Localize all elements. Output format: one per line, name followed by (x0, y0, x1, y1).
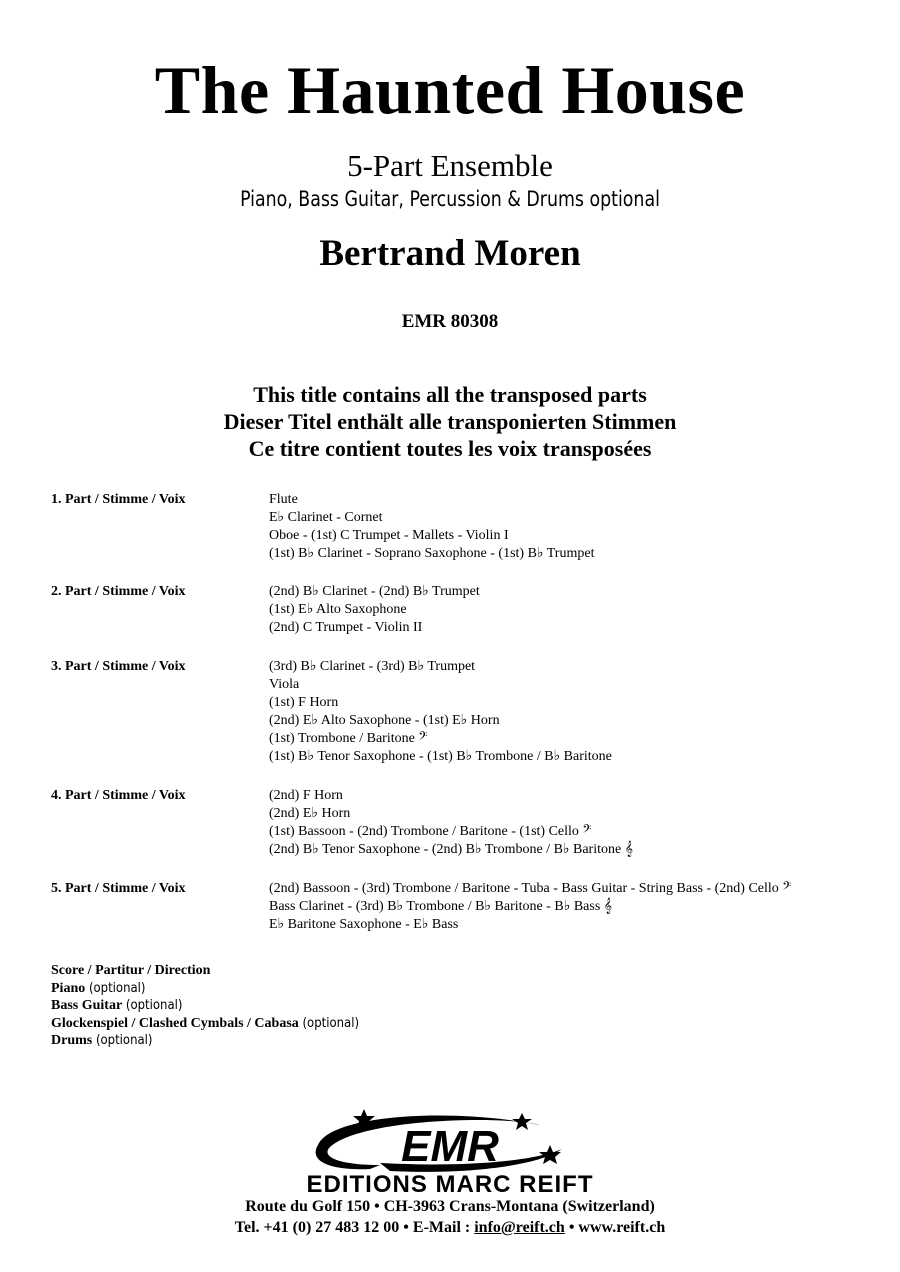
logo-star (539, 1145, 561, 1164)
additional-parts-list (51, 962, 359, 1050)
part-instrument-line: (2nd) Bassoon - (3rd) Trombone / Baritone - Tuba - Bass Guitar - String Bass - (2nd) Cello 𝄢 (269, 881, 792, 896)
contact-email-link[interactable]: info@reift.ch (474, 1219, 565, 1236)
part-instrument-line: (3rd) B♭ Clarinet - (3rd) B♭ Trumpet (269, 659, 476, 674)
part-instrument-line: (2nd) B♭ Clarinet - (2nd) B♭ Trumpet (269, 584, 480, 599)
part-instrument-line: (1st) B♭ Tenor Saxophone - (1st) B♭ Trombone / B♭ Baritone (269, 749, 612, 764)
part-instrument-line: (2nd) E♭ Horn (269, 806, 351, 821)
instrumentation-line: Piano, Bass Guitar, Percussion & Drums optional (240, 187, 660, 211)
part-instrument-line: Viola (269, 677, 300, 692)
part-5-label: 5. Part / Stimme / Voix (51, 881, 186, 896)
logo-emr-text: EMR (401, 1122, 499, 1171)
part-5-instruments (269, 880, 791, 934)
part-instrument-line: (2nd) B♭ Tenor Saxophone - (2nd) B♭ Trombone / B♭ Baritone 𝄞 (269, 842, 633, 857)
part-1-instruments (269, 491, 594, 563)
part-instrument-line: Flute (269, 492, 298, 507)
part-3-label: 3. Part / Stimme / Voix (51, 659, 186, 674)
part-2-instruments (269, 583, 480, 637)
part-instrument-line: E♭ Clarinet - Cornet (269, 510, 383, 525)
part-instrument-line: Bass Clarinet - (3rd) B♭ Trombone / B♭ Baritone - B♭ Bass 𝄞 (269, 899, 613, 914)
part-instrument-line: E♭ Baritone Saxophone - E♭ Bass (269, 917, 459, 932)
emr-logo (300, 1105, 600, 1203)
part-instrument-line: (1st) Bassoon - (2nd) Trombone / Baritone - (1st) Cello 𝄢 (269, 824, 592, 839)
part-2-label: 2. Part / Stimme / Voix (51, 584, 186, 599)
part-instrument-line: Oboe - (1st) C Trumpet - Mallets - Violin I (269, 528, 509, 543)
extra-part-piano (51, 980, 359, 998)
part-3-instruments (269, 658, 612, 766)
publisher-address: Route du Golf 150 • CH-3963 Crans-Montana (Switzerland) (245, 1198, 655, 1215)
extra-part-drums (51, 1032, 359, 1050)
transposed-notice-fr: Ce titre contient toutes les voix transposées (248, 436, 652, 461)
optional-note: (optional) (298, 1015, 360, 1031)
contact-website[interactable]: • www.reift.ch (564, 1219, 666, 1236)
ensemble-subtitle: 5-Part Ensemble (347, 148, 553, 183)
extra-part-name: Glockenspiel / Clashed Cymbals / Cabasa (51, 1015, 299, 1031)
part-4-instruments (269, 787, 633, 859)
part-1-label: 1. Part / Stimme / Voix (51, 492, 186, 507)
extra-part-score (51, 962, 359, 980)
transposed-notice (0, 381, 900, 462)
extra-part-bass-guitar (51, 997, 359, 1015)
logo-star (512, 1113, 532, 1130)
part-instrument-line: (1st) B♭ Clarinet - Soprano Saxophone - (1st) B♭ Trumpet (269, 546, 595, 561)
transposed-notice-en: This title contains all the transposed parts (253, 382, 647, 407)
contact-phone: Tel. +41 (0) 27 483 12 00 • E-Mail : (234, 1219, 475, 1236)
extra-part-percussion (51, 1015, 359, 1033)
catalog-number: EMR 80308 (401, 311, 499, 332)
extra-part-name: Piano (51, 980, 86, 996)
part-instrument-line: (1st) Trombone / Baritone 𝄢 (269, 731, 428, 746)
transposed-notice-de: Dieser Titel enthält alle transponierten Stimmen (223, 409, 677, 434)
extra-part-name: Score / Partitur / Direction (51, 963, 211, 978)
composer-name: Bertrand Moren (319, 233, 581, 274)
extra-part-name: Drums (51, 1033, 93, 1048)
extra-part-name: Bass Guitar (51, 998, 123, 1013)
publisher-name: EDITIONS MARC REIFT (306, 1171, 594, 1198)
part-instrument-line: (2nd) F Horn (269, 788, 343, 803)
optional-note: (optional) (92, 1033, 153, 1048)
part-instrument-line: (1st) E♭ Alto Saxophone (269, 602, 407, 617)
optional-note: (optional) (85, 980, 146, 996)
part-4-label: 4. Part / Stimme / Voix (51, 788, 186, 803)
part-instrument-line: (1st) F Horn (269, 695, 339, 710)
part-instrument-line: (2nd) C Trumpet - Violin II (269, 620, 423, 635)
part-instrument-line: (2nd) E♭ Alto Saxophone - (1st) E♭ Horn (269, 713, 500, 728)
optional-note: (optional) (122, 998, 183, 1013)
score-title: The Haunted House (154, 52, 746, 128)
publisher-contact (0, 1218, 900, 1238)
